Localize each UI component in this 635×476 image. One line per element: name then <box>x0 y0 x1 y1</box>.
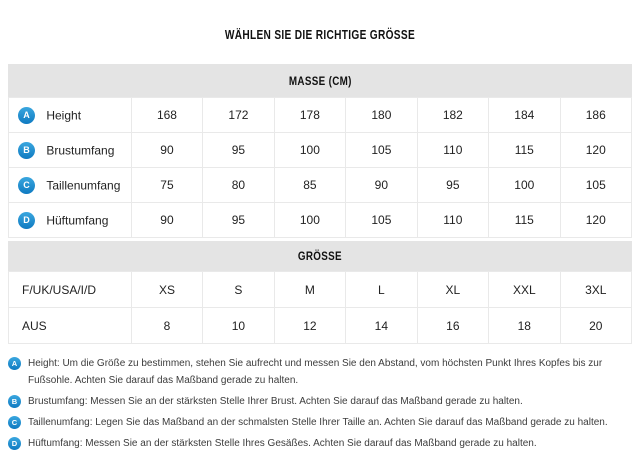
note-text: Brustumfang: Messen Sie an der stärksten Stelle Ihrer Brust. Achten Sie darauf das Maßband gerade zu halten. <box>28 396 523 407</box>
cell-value: 180 <box>346 98 417 133</box>
cell-value: 90 <box>131 133 202 168</box>
letter-a-badge: A <box>8 357 21 370</box>
row-header <box>9 98 132 133</box>
table-row <box>9 308 632 344</box>
cell-value: M <box>274 272 345 308</box>
cell-value: 95 <box>417 168 488 203</box>
note-taillenumfang <box>8 414 628 431</box>
sizes-grid <box>8 271 632 344</box>
sizes-header <box>8 241 632 271</box>
table-row <box>9 133 632 168</box>
cell-value: 100 <box>274 133 345 168</box>
cell-value: 8 <box>131 308 202 344</box>
letter-b-badge: B <box>8 395 21 408</box>
cell-value: 95 <box>203 133 274 168</box>
letter-a-badge: A <box>18 107 35 124</box>
cell-value: XXL <box>489 272 560 308</box>
cell-value: 115 <box>489 133 560 168</box>
sizes-header-label: GRÖSSE <box>297 249 343 263</box>
cell-value: 105 <box>346 203 417 238</box>
cell-value: 186 <box>560 98 631 133</box>
cell-value: XS <box>131 272 202 308</box>
measurements-header-label: MASSE (CM) <box>288 73 352 88</box>
cell-value: 110 <box>417 133 488 168</box>
cell-value: 110 <box>417 203 488 238</box>
cell-value: XL <box>417 272 488 308</box>
cell-value: 90 <box>131 203 202 238</box>
letter-d-badge: D <box>18 212 35 229</box>
cell-value: 178 <box>274 98 345 133</box>
row-header: AUS <box>9 308 132 344</box>
cell-value: 85 <box>274 168 345 203</box>
row-label: Taillenumfang <box>46 178 121 192</box>
letter-d-badge: D <box>8 437 21 450</box>
table-row <box>9 272 632 308</box>
cell-value: 14 <box>346 308 417 344</box>
cell-value: 168 <box>131 98 202 133</box>
measurements-header <box>8 64 632 97</box>
cell-value: 100 <box>489 168 560 203</box>
note-height <box>8 355 628 389</box>
cell-value: L <box>346 272 417 308</box>
cell-value: 80 <box>203 168 274 203</box>
row-header <box>9 168 132 203</box>
row-label: Height <box>46 108 82 122</box>
cell-value: 182 <box>417 98 488 133</box>
letter-b-badge: B <box>18 142 35 159</box>
row-label: Hüftumfang <box>46 213 109 227</box>
row-header <box>9 133 132 168</box>
cell-value: 105 <box>560 168 631 203</box>
measurement-notes <box>8 355 632 452</box>
cell-value: 18 <box>489 308 560 344</box>
sizes-table <box>8 241 632 344</box>
cell-value: 75 <box>131 168 202 203</box>
cell-value: 115 <box>489 203 560 238</box>
row-header <box>9 203 132 238</box>
note-hueftumfang <box>8 435 628 452</box>
cell-value: 3XL <box>560 272 631 308</box>
note-text: Taillenumfang: Legen Sie das Maßband an der schmalsten Stelle Ihrer Taille an. Achten Sie darauf das Maßband gerade zu halten. <box>28 417 608 428</box>
cell-value: 10 <box>203 308 274 344</box>
letter-c-badge: C <box>8 416 21 429</box>
table-row <box>9 203 632 238</box>
cell-value: 120 <box>560 133 631 168</box>
row-label: Brustumfang <box>46 143 115 157</box>
page-title: WÄHLEN SIE DIE RICHTIGE GRÖSSE <box>224 27 416 42</box>
measurements-table <box>8 64 632 238</box>
cell-value: 120 <box>560 203 631 238</box>
row-header: F/UK/USA/I/D <box>9 272 132 308</box>
note-text: Height: Um die Größe zu bestimmen, stehen Sie aufrecht und messen Sie den Abstand, vom höchsten Punkt Ihres Kopfes bis zur Fußsohle. Achten Sie darauf das Maßband gerade zu halten. <box>28 358 603 386</box>
cell-value: 172 <box>203 98 274 133</box>
table-row <box>9 98 632 133</box>
cell-value: S <box>203 272 274 308</box>
cell-value: 105 <box>346 133 417 168</box>
measurements-grid <box>8 97 632 238</box>
cell-value: 90 <box>346 168 417 203</box>
note-text: Hüftumfang: Messen Sie an der stärksten Stelle Ihres Gesäßes. Achten Sie darauf das Maßband gerade zu halten. <box>28 438 537 449</box>
cell-value: 16 <box>417 308 488 344</box>
cell-value: 100 <box>274 203 345 238</box>
table-row <box>9 168 632 203</box>
letter-c-badge: C <box>18 177 35 194</box>
cell-value: 184 <box>489 98 560 133</box>
cell-value: 95 <box>203 203 274 238</box>
cell-value: 12 <box>274 308 345 344</box>
cell-value: 20 <box>560 308 631 344</box>
note-brustumfang <box>8 393 628 410</box>
